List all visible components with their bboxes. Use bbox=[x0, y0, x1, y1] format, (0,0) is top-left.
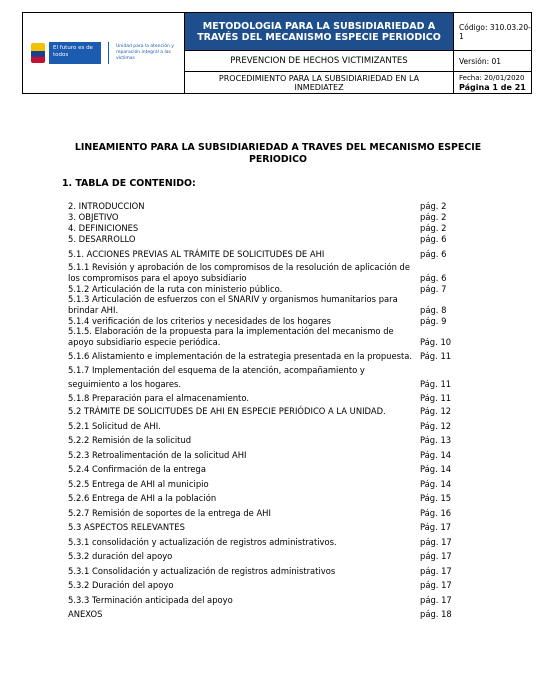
toc-entry bbox=[68, 578, 468, 593]
toc-entry bbox=[68, 448, 468, 463]
toc-entry bbox=[68, 593, 468, 608]
toc-entry-page: pág. 2 bbox=[420, 201, 447, 211]
toc-entry-page: pág. 7 bbox=[420, 284, 447, 294]
toc-entry-page: pág. 6 bbox=[420, 249, 447, 259]
toc-heading: 1. TABLA DE CONTENIDO: bbox=[62, 178, 196, 189]
toc-entry-page: pág. 17 bbox=[420, 565, 452, 576]
toc-entry bbox=[68, 520, 468, 535]
toc-entry bbox=[68, 607, 468, 622]
toc-entry bbox=[68, 223, 468, 234]
toc-entry-page: Pág. 13 bbox=[420, 435, 452, 445]
toc-entry-label: 5.1.6 Alistamiento e implementación de la estrategia presentada en la propuesta. bbox=[68, 351, 413, 361]
toc-entry-label: 5.1.4 verificación de los criterios y necesidades de los hogares bbox=[68, 316, 331, 326]
toc-entry-label: 5.2.7 Remisión de soportes de la entrega de AHI bbox=[68, 507, 271, 518]
process-name: PREVENCION DE HECHOS VICTIMIZANTES bbox=[185, 51, 454, 72]
toc-entry-label: 5.2.6 Entrega de AHI a la población bbox=[68, 493, 217, 503]
toc-entry-page: pág. 6 bbox=[420, 234, 447, 244]
toc-entry-label: 5. DESARROLLO bbox=[68, 234, 136, 244]
document-code: Código: 310.03.20-1 bbox=[454, 13, 531, 51]
table-of-contents bbox=[68, 201, 468, 622]
toc-entry bbox=[68, 491, 468, 506]
toc-entry bbox=[68, 535, 468, 550]
toc-entry bbox=[68, 234, 468, 245]
toc-entry bbox=[68, 462, 468, 477]
toc-entry-label: 5.2.3 Retroalimentación de la solicitud AHI bbox=[68, 449, 247, 460]
toc-entry bbox=[68, 326, 468, 347]
toc-entry-label: 5.2.2 Remisión de la solicitud bbox=[68, 435, 192, 445]
toc-entry bbox=[68, 477, 468, 492]
toc-entry bbox=[68, 433, 468, 448]
toc-entry-label: 5.1.5. Elaboración de la propuesta para la implementación del mecanismo de apoyo subsidiario especie periódica. bbox=[68, 326, 394, 347]
toc-entry-page: Pág. 15 bbox=[420, 493, 452, 503]
document-date: Fecha: 20/01/2020 bbox=[459, 74, 525, 82]
toc-entry-page: pág. 2 bbox=[420, 212, 447, 222]
toc-entry-label: 5.3 ASPECTOS RELEVANTES bbox=[68, 522, 185, 532]
toc-entry-page: pág. 17 bbox=[420, 551, 452, 561]
toc-entry-page: Pág. 12 bbox=[420, 406, 452, 416]
toc-entry-label: 5.3.1 Consolidación y actualización de registros administrativos bbox=[68, 565, 336, 576]
logo-unit-name: Unidad para la atención y reparación integral a las víctimas bbox=[116, 44, 174, 61]
toc-entry-label: 5.3.1 consolidación y actualización de registros administrativos. bbox=[68, 536, 337, 547]
toc-entry-page: Pág. 11 bbox=[420, 378, 452, 389]
toc-entry bbox=[68, 391, 468, 405]
toc-entry bbox=[68, 316, 468, 326]
logo-cell bbox=[23, 13, 185, 93]
toc-entry-label: 5.2.5 Entrega de AHI al municipio bbox=[68, 478, 209, 489]
toc-entry-label: 5.2 TRÁMITE DE SOLICITUDES DE AHI EN ESPECIE PERIÓDICO A LA UNIDAD. bbox=[68, 406, 386, 416]
toc-entry-page: Pág. 17 bbox=[420, 522, 452, 532]
procedure-name: PROCEDIMIENTO PARA LA SUBSIDIARIEDAD EN LA INMEDIATEZ bbox=[185, 72, 454, 93]
toc-entry bbox=[68, 349, 468, 364]
toc-entry-page: pág. 6 bbox=[420, 273, 447, 283]
toc-entry-page: pág. 2 bbox=[420, 223, 447, 233]
toc-entry-page: Pág. 11 bbox=[420, 393, 452, 403]
toc-entry-page: Pág. 10 bbox=[420, 336, 452, 347]
toc-entry-label: ANEXOS bbox=[68, 609, 103, 619]
toc-entry-label: 3. OBJETIVO bbox=[68, 212, 119, 222]
toc-entry-label: 5.3.2 duración del apoyo bbox=[68, 551, 173, 561]
toc-entry-label: 5.1.3 Articulación de esfuerzos con el SNARIV y organismos humanitarios para brindar AHI. bbox=[68, 294, 398, 315]
logo-slogan: El futuro es de todos bbox=[49, 42, 101, 64]
toc-entry bbox=[68, 212, 468, 223]
toc-entry bbox=[68, 506, 468, 521]
toc-entry-page: Pág. 14 bbox=[420, 478, 452, 489]
toc-entry-page: pág. 8 bbox=[420, 305, 447, 315]
date-page-cell bbox=[454, 72, 531, 93]
toc-entry-label: 5.3.3 Terminación anticipada del apoyo bbox=[68, 594, 233, 605]
toc-entry bbox=[68, 294, 468, 316]
toc-entry-label: 2. INTRODUCCION bbox=[68, 201, 145, 211]
toc-entry bbox=[68, 249, 468, 260]
toc-entry-page: Pág. 14 bbox=[420, 464, 452, 474]
toc-entry-page: pág. 17 bbox=[420, 536, 452, 547]
toc-entry-label: 5.1.8 Preparación para el almacenamiento. bbox=[68, 393, 249, 403]
toc-entry-label: 5.1.7 Implementación del esquema de la atención, acompañamiento y seguimiento a los hogares. bbox=[68, 365, 365, 389]
toc-entry bbox=[68, 405, 468, 419]
toc-entry-page: pág. 17 bbox=[420, 580, 452, 590]
document-title: LINEAMIENTO PARA LA SUBSIDIARIEDAD A TRAVES DEL MECANISMO ESPECIE PERIODICO bbox=[74, 142, 482, 165]
toc-entry bbox=[68, 419, 468, 434]
toc-entry bbox=[68, 284, 468, 294]
toc-entry-page: pág. 18 bbox=[420, 609, 452, 619]
toc-entry bbox=[68, 201, 468, 212]
toc-entry bbox=[68, 564, 468, 579]
toc-entry bbox=[68, 549, 468, 564]
page-indicator: Página 1 de 21 bbox=[459, 83, 526, 92]
toc-entry-page: Pág. 16 bbox=[420, 507, 452, 518]
toc-entry-page: Pág. 14 bbox=[420, 449, 452, 460]
toc-entry-label: 5.2.4 Confirmación de la entrega bbox=[68, 464, 206, 474]
institution-logo bbox=[31, 42, 176, 64]
document-version: Versión: 01 bbox=[454, 51, 531, 72]
toc-entry-label: 5.1.2 Articulación de la ruta con ministerio público. bbox=[68, 284, 283, 294]
toc-entry-label: 5.2.1 Solicitud de AHI. bbox=[68, 420, 161, 431]
toc-entry-label: 5.1. ACCIONES PREVIAS AL TRÁMITE DE SOLICITUDES DE AHI bbox=[68, 249, 325, 259]
toc-entry-page: pág. 17 bbox=[420, 594, 452, 605]
toc-entry-page: Pág. 11 bbox=[420, 351, 452, 361]
toc-entry-label: 5.1.1 Revisión y aprobación de los compromisos de la resolución de aplicación de los compromisos para el apoyo subsidiario bbox=[68, 262, 411, 283]
toc-entry bbox=[68, 262, 468, 284]
toc-entry bbox=[68, 364, 468, 391]
document-header bbox=[22, 12, 532, 94]
toc-entry-page: pág. 9 bbox=[420, 316, 447, 326]
document-methodology-title: METODOLOGIA PARA LA SUBSIDIARIEDAD A TRAVÉS DEL MECANISMO ESPECIE PERIODICO bbox=[185, 13, 454, 51]
toc-entry-label: 4. DEFINICIONES bbox=[68, 223, 139, 233]
toc-entry-page: Pág. 12 bbox=[420, 420, 452, 431]
toc-entry-label: 5.3.2 Duración del apoyo bbox=[68, 580, 174, 590]
colombia-seal-icon bbox=[31, 43, 45, 63]
